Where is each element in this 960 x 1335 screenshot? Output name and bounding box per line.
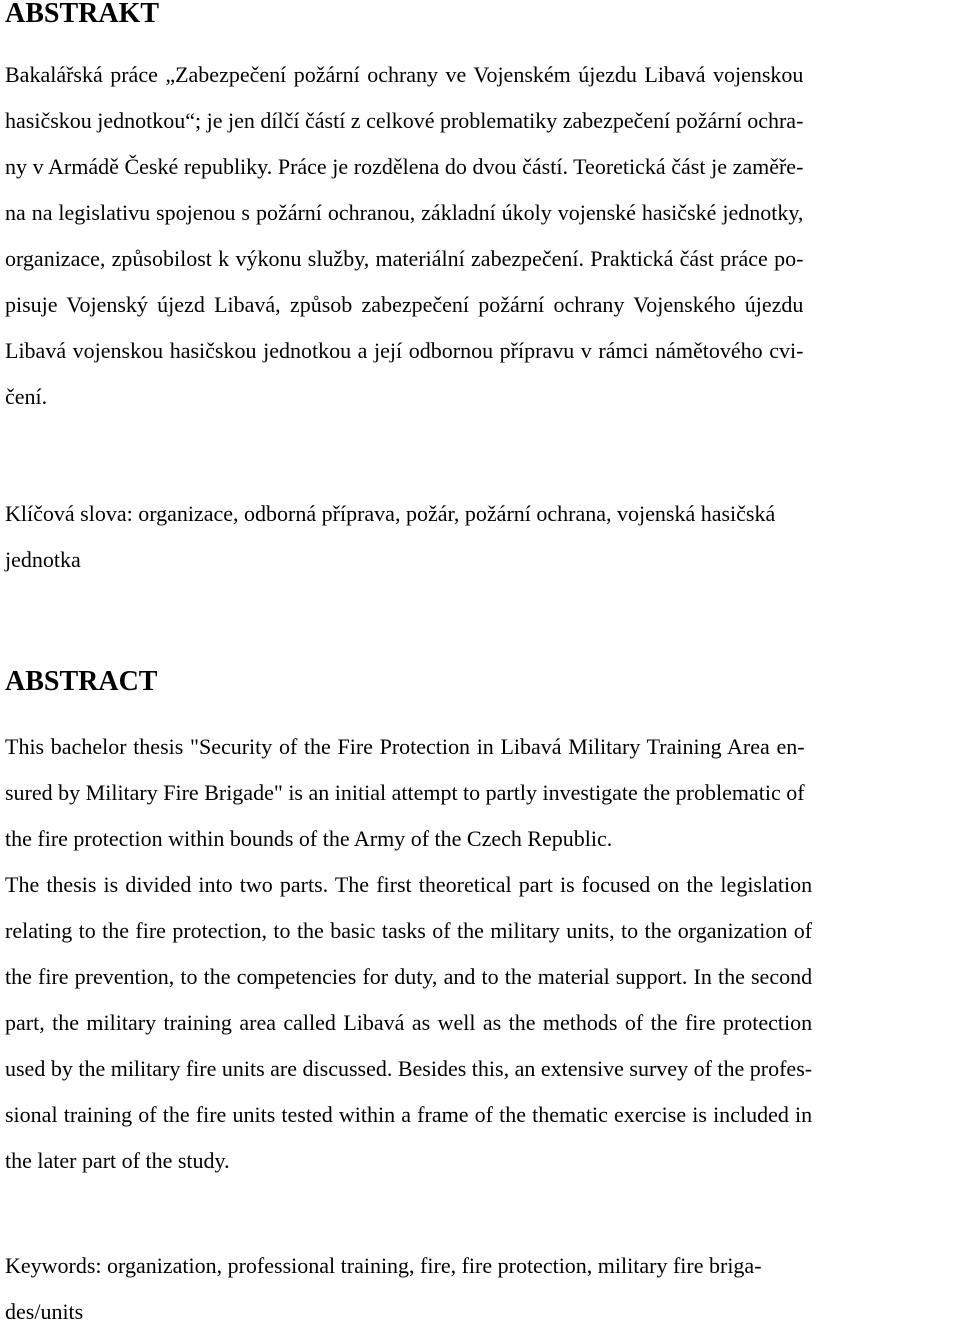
- text-line: part, the military training area called Libavá as well as the methods of the fire protection: [5, 1010, 813, 1035]
- text-line: sional training of the fire units tested within a frame of the thematic exercise is included in: [5, 1102, 813, 1127]
- text-line: organizace, způsobilost k výkonu služby, materiální zabezpečení. Praktická část práce po-: [5, 246, 804, 271]
- text-line: the later part of the study.: [5, 1148, 230, 1173]
- text-line: des/units: [5, 1299, 84, 1324]
- text-line: This bachelor thesis "Security of the Fire Protection in Libavá Military Training Area en-: [5, 734, 805, 759]
- czech-abstract-paragraph: [5, 52, 803, 420]
- text-line: jednotka: [5, 547, 81, 572]
- text-line: Libavá vojenskou hasičskou jednotkou a její odbornou přípravu v rámci námětového cvi-: [5, 338, 804, 363]
- english-abstract-heading: ABSTRACT: [5, 666, 158, 697]
- text-line: ny v Armádě České republiky. Práce je rozdělena do dvou částí. Teoretická část je zaměře-: [5, 154, 804, 179]
- text-line: relating to the fire protection, to the basic tasks of the military units, to the organization of: [5, 918, 813, 943]
- czech-abstract-heading: ABSTRAKT: [5, 0, 160, 29]
- english-abstract-paragraph-2: [5, 862, 812, 1184]
- text-line: The thesis is divided into two parts. The first theoretical part is focused on the legislation: [5, 872, 813, 897]
- czech-keywords-paragraph: [5, 491, 775, 583]
- text-line: na na legislativu spojenou s požární ochranou, základní úkoly vojenské hasičské jednotky,: [5, 200, 804, 225]
- text-line: sured by Military Fire Brigade" is an initial attempt to partly investigate the problematic of: [5, 780, 805, 805]
- text-line: hasičskou jednotkou“; je jen dílčí částí z celkové problematiky zabezpečení požární ochra-: [5, 108, 804, 133]
- text-line: čení.: [5, 384, 48, 409]
- text-line: Bakalářská práce „Zabezpečení požární ochrany ve Vojenském újezdu Libavá vojenskou: [5, 62, 804, 87]
- text-line: Klíčová slova: organizace, odborná příprava, požár, požární ochrana, vojenská hasičská: [5, 501, 776, 526]
- text-line: the fire protection within bounds of the Army of the Czech Republic.: [5, 826, 613, 851]
- text-line: the fire prevention, to the competencies for duty, and to the material support. In the second: [5, 964, 813, 989]
- english-abstract-paragraph-1: [5, 724, 805, 862]
- text-line: used by the military fire units are discussed. Besides this, an extensive survey of the profes-: [5, 1056, 813, 1081]
- text-line: pisuje Vojenský újezd Libavá, způsob zabezpečení požární ochrany Vojenského újezdu: [5, 292, 804, 317]
- text-line: Keywords: organization, professional training, fire, fire protection, military fire briga-: [5, 1253, 762, 1278]
- english-keywords-paragraph: [5, 1243, 762, 1335]
